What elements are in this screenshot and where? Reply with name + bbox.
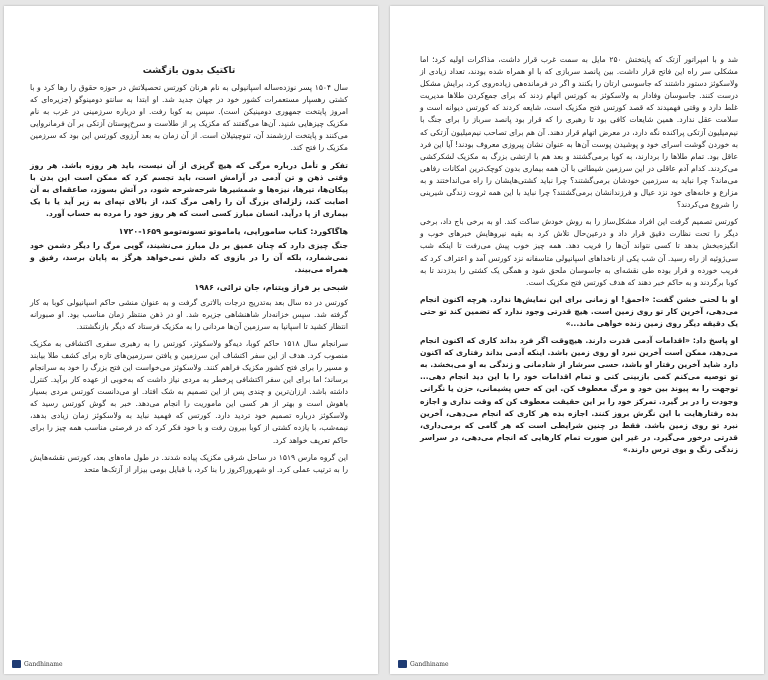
paragraph-quote: او با لحنی خشن گفت: «احمق! او زمانی برای این نمایش‌ها ندارد. هرچه اکنون انجام می‌دهی، آخرین کار تو روی زمین است. هیچ قدرتی وجود ندارد که تضمین کند تو حتی یک دقیقه دیگر روی زمین زنده خواهی ماند...» <box>420 294 738 328</box>
paragraph: سرانجام سال ۱۵۱۸ حاکم کوبا، دیه‌گو ولاسکوئز، کورتس را به رهبری سفری اکتشافی به مکزیک منصوب کرد. هدف از این سفر اکتشاف این سرزمین و یافتن سرزمین‌های تازه برای کشف طلا بیابند و مسیر را برای فتح کشور مکزیک فراهم کنند. ولاسکوئز می‌خواست این فتح بزرگ را خود به سرانجام برساند؛ اما برای این سفر اکتشافی پرخطر به مردی نیاز داشت که به‌خوبی از عهده کار برآید. کنترل داشته باشد. ارزان‌ترین و چندی پس از این تصمیم به شک افتاد. او می‌دانست کورتس مردی بسیار باهوش است و بهتر از هر کسی این ماموریت را انجام می‌دهد. خبر به گوش کورتس رسید که ولاسکوئز درباره تصمیم خود تردید دارد. کورتس که فهمید نباید به ولاسکوئز زمان زیادی بدهد، نیمه‌شب، با یازده کشتی از کوبا بیرون رفت و با خود فکر کرد که در فرصتی مناسب همه چیز را برای حاکم تعریف خواهد کرد. <box>30 338 349 445</box>
epigraph-quote: جنگ چیزی دارد که چنان عمیق بر دل مبارز می‌نشیند، گویی مرگ را دیگر دشمن خود نمی‌شمارد، بلکه آن را در بازوی که دلش نمی‌خواهد هرگز به پایان برسد، رفیق و همراه می‌بیند. <box>30 241 348 275</box>
paragraph: این گروه مارس ۱۵۱۹ در ساحل شرقی مکزیک پیاده شدند. در طول ماه‌های بعد، کورتس نقشه‌هایش را به ترتیب عملی کرد. او شهروراکروز را بنا کرد، با قبایل بومی بیزار از آزتک‌ها متحد <box>30 452 349 474</box>
paragraph: کورتس در ده سال بعد به‌تدریج درجات بالاتری گرفت و به عنوان منشی حاکم اسپانیولی کوبا به کار گرفته شد. سپس خزانه‌دار شاهنشاهی جزیره شد. او در ذهن منتظر زمان مناسب بود. او صبورانه انتظار کشید تا اسپانیا به سرزمین آن‌ها مردانی را به مکزیک فرستاد که دیگر بازنگشتند. <box>30 297 348 331</box>
right-page-text <box>420 54 738 456</box>
publisher-logo-icon <box>398 660 407 668</box>
publisher-logo-text: Gandhiname <box>24 660 63 668</box>
publisher-logo <box>12 660 63 668</box>
publisher-logo-icon <box>12 660 21 668</box>
left-page <box>4 6 378 674</box>
paragraph: کورتس تصمیم گرفت این افراد مشکل‌ساز را به روش خودش ساکت کند. او به برخی باج داد، برخی دیگر را تحت نظارت دقیق قرار داد و درعین‌حال تلاش کرد به بقیه نیروهایش خبرهای خوب و انگیزه‌بخش بدهد تا کسی نتواند آن‌ها را فریب دهد. همه چیز خوب پیش می‌رفت تا اینکه شب سی‌ژوئیه از راه رسید. آن شب یکی از ناخداهای اسپانیولی متاسفانه نزد کورتس آمد و اعتراف کرد که فریب خورده و قرار بوده طی نقشه‌ای به جاسوسان ملحق شود و همگی یک کشتی را بدزدند تا به کوبا برگردند و به حاکم خبر دهند که هدف کورتس فتح مکزیک است. <box>420 217 738 287</box>
chapter-title: تاکتیک بدون بازگشت <box>142 66 236 76</box>
epigraph-quote: تفکر و تأمل درباره مرگی که هیچ گریزی از آن نیست، باید هر روزه باشد. هر روز وقتی ذهن و تن آدمی در آرامش است، باید تجسم کرد که ممکن است این بدن با پیکان‌ها، تیرها، نیزه‌ها و شمشیرها شرحه‌شرحه شود، در آتش بسوزد، صاعقه‌ای به آن اصابت کند، زلزله‌ای بزرگ آن را راهی مرگ کند، از بالای تپه‌ای به زیر آید یا با یک بیماری از پا درآید. انسان مبارز کسی است که هر روز خود را مرده به حساب آورد. <box>30 160 348 218</box>
epigraph-source: هاگاکورد: کتاب سامورایی، یاماموتو تسونه‌تومو ۱۶۵۹-۱۷۲۰ <box>118 227 348 237</box>
paragraph: سال ۱۵۰۴ پسر نوزده‌ساله اسپانیولی به نام هرنان کورتس تحصیلاتش در حوزه حقوق را رها کرد و با کشتی رهسپار مستعمرات کشور خود در جهان جدید شد. او ابتدا به سانتو دومینوگو (جزیره‌ای که امروز پایتخت جمهوری دومینیکن است). سپس به کوبا رفت. او درباره سرزمینی در غرب به نام مکزیک چیزهایی شنید. آن‌ها می‌گفتند که مکزیک پر از طلاست و سرخ‌پوستان آزتکی بر آن فرمانروایی می‌کنند و پایتخت ارزشمند آن، تنوچیتیلان است. از آن زمان به بعد آرزوی کورتس این بود که سرزمین مکزیک را فتح کند. <box>30 83 349 153</box>
paragraph: شد و با امپراتور آزتک که پایتختش ۲۵۰ مایل به سمت غرب قرار داشت، مذاکرات اولیه کرد؛ اما مشکلی سر راه این فاتح قرار داشت. بین پانصد سربازی که با او همراه شده بودند، تعداد زیادی از ولاسکوئز دستور داشتند که جاسوسی ارتان را بکنند و اگر در فرمانده‌هی زیاده‌روی کرد، برایش مشکل درست کنند. جاسوسان وفادار به ولاسکوئز به کورتس اتهام زدند که برای جمع‌کردن طلاها مدیریت غلط دارد و وقتی فهمیدند که قصد کورتس فتح مکزیک است، شایعه کردند که کورتس دیوانه است و سلامت عقل ندارد. همین شایعات کافی بود تا رهبری را که قرار بود پانصد سرباز را برای جنگ با نیم‌میلیون آزتکی پراکنده نگه دارد، در معرض اتهام قرار دهند. آن هم برای تصاحب نیم‌میلیون آزتکی که به خوردن گوشت اسرای خود و پوشیدن پوست آن‌ها به عنوان نشان پیروزی معروف بودند! آیا این فرد عاقل بود. تمام طلاها را بردارند، به کوبا برمی‌گشتند و بعد هم با ارتشی بزرگ به مکزیک لشکرکشی می‌کردند. کدام آدم عاقلی در این سرزمین شیطانی با آن همه بیماری بدون کوچک‌ترین امکانات رفاهی می‌ماند؟ چرا نباید به سرزمین خودشان برمی‌گشتند؟ چرا نباید کشتی‌هایشان را راه می‌انداختند و به مزارع و خانه‌های خود نزد عیال و فرزندانشان برمی‌گشتند؟ چرا نباید با این همه ثروت زندگی شیرینی را شروع می‌کردند؟ <box>420 55 738 210</box>
right-page <box>390 6 764 674</box>
left-page-text <box>30 82 348 476</box>
publisher-logo <box>398 660 449 668</box>
paragraph-quote: او پاسخ داد: «اقدامات آدمی قدرت دارند. هیچ‌وقت اگر فرد بداند کاری که اکنون انجام می‌دهد، ممکن است آخرین نبرد او روی زمین باشد. اینکه آدمی بداند رفتاری که اکنون دارد شاید آخرین رفتار او باشد، حسی سرشار از شادمانی و زندگی به او می‌بخشد. به تو توصیه می‌کنم کمی بازبینی کنی و تمام اقدامات خود را با این دید انجام دهی... توجهت را به پیوند بین خود و مرگ معطوف کن. این که حس پشیمانی، حزن یا نگرانی وجودت را در بر گیرد. تمرکز خود را بر این حقیقت معطوف کن که وقت نداری و اجازه بده رفتارهایت با این نگرش بروز کنند. اجازه بده هر کاری که انجام می‌دهی، آخرین نبرد تو روی زمین باشد. فقط در چنین شرایطی است که هر گامی که برمی‌داری، قدرتی درخور می‌گیرد. در غیر این صورت تمام کارهایی که انجام می‌دهی، در سراسر زندگی رنگ و بوی ترس دارند.» <box>420 336 738 454</box>
publisher-logo-text: Gandhiname <box>410 660 449 668</box>
epigraph-source: شبحی بر فراز ویتنام، جان ترائی، ۱۹۸۶ <box>194 283 348 293</box>
